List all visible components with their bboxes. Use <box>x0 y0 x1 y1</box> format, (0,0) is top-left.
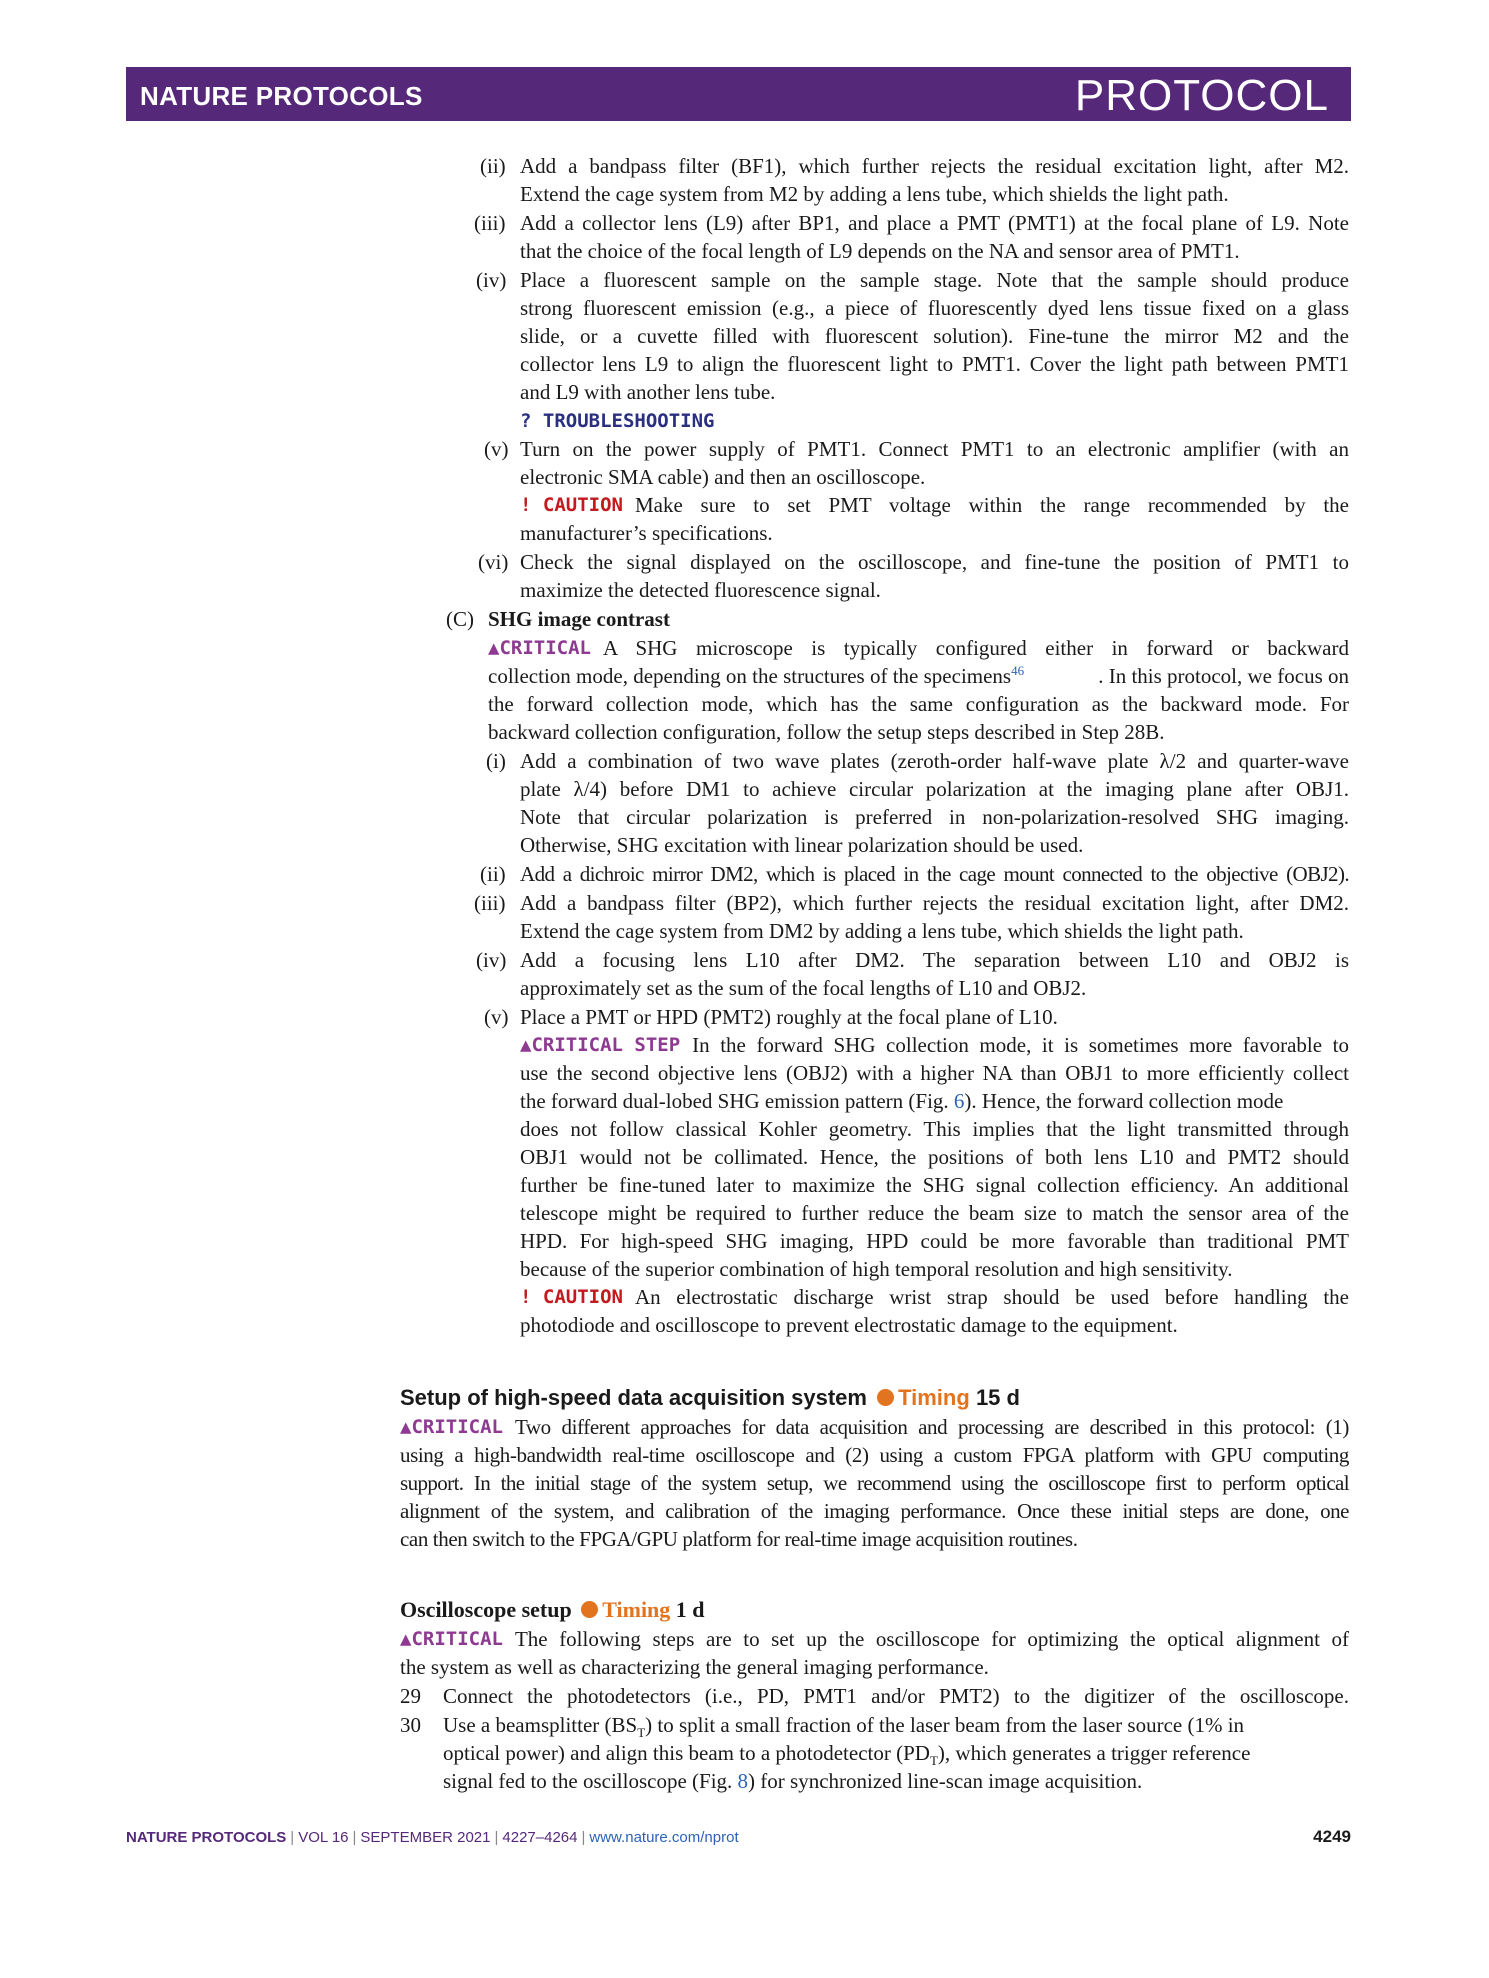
step-marker: (v) <box>484 1005 509 1029</box>
text-line: backward collection configuration, follow the setup steps described in Step 28B. <box>488 720 1165 744</box>
text-line: the forward collection mode, which has the same configuration as the backward mode. For <box>488 692 1349 716</box>
text-line: Turn on the power supply of PMT1. Connect PMT1 to an electronic amplifier (with an <box>520 437 1349 461</box>
critical-label: ▲CRITICAL <box>400 1628 503 1650</box>
text-line: OBJ1 would not be collimated. Hence, the positions of both lens L10 and PMT2 should <box>520 1145 1349 1169</box>
caution-label: ! CAUTION <box>520 494 623 516</box>
text-line: use the second objective lens (OBJ2) with a higher NA than OBJ1 to more efficiently collect <box>520 1061 1349 1085</box>
step-marker: (ii) <box>480 862 506 886</box>
text-line: Check the signal displayed on the oscilloscope, and fine-tune the position of PMT1 to <box>520 550 1349 574</box>
step-marker: (v) <box>484 437 509 461</box>
text-line: manufacturer’s specifications. <box>520 521 773 545</box>
caution-note: ! CAUTION An electrostatic discharge wrist strap should be used before handling the <box>520 1285 1349 1309</box>
text-line: slide, or a cuvette filled with fluorescent solution). Fine-tune the mirror M2 and the <box>520 324 1349 348</box>
page-footer: NATURE PROTOCOLS | VOL 16 | SEPTEMBER 2021 | 4227–4264 | www.nature.com/nprot <box>126 1829 739 1846</box>
critical-step-note: ▲CRITICAL STEP In the forward SHG collection mode, it is sometimes more favorable to <box>520 1033 1349 1057</box>
figure-link[interactable]: 8 <box>737 1769 749 1793</box>
text-line: that the choice of the focal length of L9 depends on the NA and sensor area of PMT1. <box>520 239 1240 263</box>
figure-link[interactable]: 6 <box>953 1089 965 1113</box>
critical-note: ▲CRITICAL Two different approaches for data acquisition and processing are described in this protocol: (1) <box>400 1415 1349 1439</box>
text-line: Otherwise, SHG excitation with linear polarization should be used. <box>520 833 1084 857</box>
text-line: Add a combination of two wave plates (zeroth-order half-wave plate λ/2 and quarter-wave <box>520 749 1349 773</box>
caution-note: ! CAUTION Make sure to set PMT voltage within the range recommended by the <box>520 493 1349 517</box>
footer-date: SEPTEMBER 2021 <box>360 1829 491 1846</box>
journal-name: NATURE PROTOCOLS <box>140 81 423 111</box>
timing-label: Timing <box>898 1385 970 1410</box>
text-line: collection mode, depending on the structures of the specimens$^{46}$ . In this protocol, we focus on <box>488 663 1349 688</box>
timing-icon <box>877 1389 894 1406</box>
text-line: telescope might be required to further reduce the beam size to match the sensor area of the <box>520 1201 1349 1225</box>
text-line: the system as well as characterizing the general imaging performance. <box>400 1655 989 1679</box>
timing-icon <box>581 1601 598 1618</box>
critical-note: ▲CRITICAL A SHG microscope is typically configured either in forward or backward <box>488 636 1349 660</box>
text-line: Add a dichroic mirror DM2, which is placed in the cage mount connected to the objective (OBJ2). <box>520 862 1349 886</box>
page-header <box>126 67 1351 121</box>
text-line: maximize the detected fluorescence signal. <box>520 578 881 602</box>
step-marker: (iv) <box>476 948 507 972</box>
text-line: Use a beamsplitter $(BS_T)$ to split a small fraction of the laser beam from the laser source (1% in <box>443 1713 1245 1741</box>
text-line: using a high-bandwidth real-time oscilloscope and (2) using a custom FPGA platform with GPU computing <box>400 1443 1349 1467</box>
reference-citation[interactable]: 46 <box>1011 663 1025 678</box>
step-marker: (iii) <box>474 211 506 235</box>
text-line: collector lens L9 to align the fluorescent light to PMT1. Cover the light path between PMT1 <box>520 352 1349 376</box>
step-marker: (ii) <box>480 154 506 178</box>
text-line: further be fine-tuned later to maximize the SHG signal collection efficiency. An additional <box>520 1173 1349 1197</box>
step-marker: (iv) <box>476 268 507 292</box>
text-line: Extend the cage system from M2 by adding a lens tube, which shields the light path. <box>520 182 1229 206</box>
step-marker: (i) <box>486 749 506 773</box>
text-line: approximately set as the sum of the focal lengths of L10 and OBJ2. <box>520 976 1087 1000</box>
step-marker: (iii) <box>474 891 506 915</box>
text-line: strong fluorescent emission (e.g., a piece of fluorescently dyed lens tissue fixed on a glass <box>520 296 1349 320</box>
text-line: photodiode and oscilloscope to prevent electrostatic damage to the equipment. <box>520 1313 1178 1337</box>
text-line: because of the superior combination of high temporal resolution and high sensitivity. <box>520 1257 1233 1281</box>
caution-label: ! CAUTION <box>520 1286 623 1308</box>
critical-label: ▲CRITICAL <box>488 637 591 659</box>
text-line: electronic SMA cable) and then an oscilloscope. <box>520 465 926 489</box>
text-line: signal fed to the oscilloscope (Fig. 8) for synchronized line-scan image acquisition. <box>443 1769 1143 1793</box>
text-line: Add a collector lens (L9) after BP1, and place a PMT (PMT1) at the focal plane of L9. Note <box>520 211 1349 235</box>
text-line: Add a focusing lens L10 after DM2. The separation between L10 and OBJ2 is <box>520 948 1349 972</box>
text-line: Note that circular polarization is preferred in non-polarization-resolved SHG imaging. <box>520 805 1349 829</box>
text-line: Place a fluorescent sample on the sample stage. Note that the sample should produce <box>520 268 1349 292</box>
footer-journal: NATURE PROTOCOLS <box>126 1829 287 1846</box>
text-line: does not follow classical Kohler geometry. This implies that the light transmitted through <box>520 1117 1349 1141</box>
critical-note: ▲CRITICAL The following steps are to set up the oscilloscope for optimizing the optical alignment of <box>400 1627 1349 1651</box>
section-title: SHG image contrast <box>488 607 670 631</box>
timing-label: Timing <box>602 1597 671 1622</box>
text-line: can then switch to the FPGA/GPU platform for real-time image acquisition routines. <box>400 1527 1078 1551</box>
text-line: alignment of the system, and calibration of the imaging performance. Once these initial steps are done, one <box>400 1499 1349 1523</box>
section-heading: Setup of high-speed data acquisition system Timing 15 d <box>400 1385 1020 1410</box>
text-line: Extend the cage system from DM2 by adding a lens tube, which shields the light path. <box>520 919 1244 943</box>
text-line: HPD. For high-speed SHG imaging, HPD could be more favorable than traditional PMT <box>520 1229 1349 1253</box>
footer-url[interactable]: www.nature.com/nprot <box>589 1829 739 1846</box>
text-line: Add a bandpass filter (BF1), which further rejects the residual excitation light, after M2. <box>520 154 1349 178</box>
step-number: 29 <box>400 1684 421 1708</box>
page-number: 4249 <box>1313 1827 1351 1846</box>
text-line: and L9 with another lens tube. <box>520 380 776 404</box>
step-number: 30 <box>400 1713 421 1737</box>
critical-step-label: ▲CRITICAL STEP <box>520 1034 681 1056</box>
text-line: plate λ/4) before DM1 to achieve circular polarization at the imaging plane after OBJ1. <box>520 777 1349 801</box>
section-marker: (C) <box>446 607 474 631</box>
subsection-heading: Oscilloscope setup Timing 1 d <box>400 1597 705 1622</box>
text-line: optical power) and align this beam to a photodetector $(PD_T)$, which generates a trigger reference <box>443 1741 1251 1769</box>
troubleshooting-label: ? TROUBLESHOOTING <box>520 410 715 432</box>
footer-pages: 4227–4264 <box>502 1829 578 1846</box>
article-type: PROTOCOL <box>1074 71 1329 120</box>
critical-label: ▲CRITICAL <box>400 1416 503 1438</box>
text-line: support. In the initial stage of the system setup, we recommend using the oscilloscope first to perform optical <box>400 1471 1349 1495</box>
text-line: Place a PMT or HPD (PMT2) roughly at the focal plane of L10. <box>520 1005 1058 1029</box>
step-marker: (vi) <box>478 550 509 574</box>
text-line: Connect the photodetectors (i.e., PD, PMT1 and/or PMT2) to the digitizer of the oscilloscope. <box>443 1684 1349 1708</box>
text-line: Add a bandpass filter (BP2), which further rejects the residual excitation light, after DM2. <box>520 891 1349 915</box>
footer-volume: VOL 16 <box>298 1829 349 1846</box>
text-line: the forward dual-lobed SHG emission pattern (Fig. 6). Hence, the forward collection mode <box>520 1089 1284 1113</box>
